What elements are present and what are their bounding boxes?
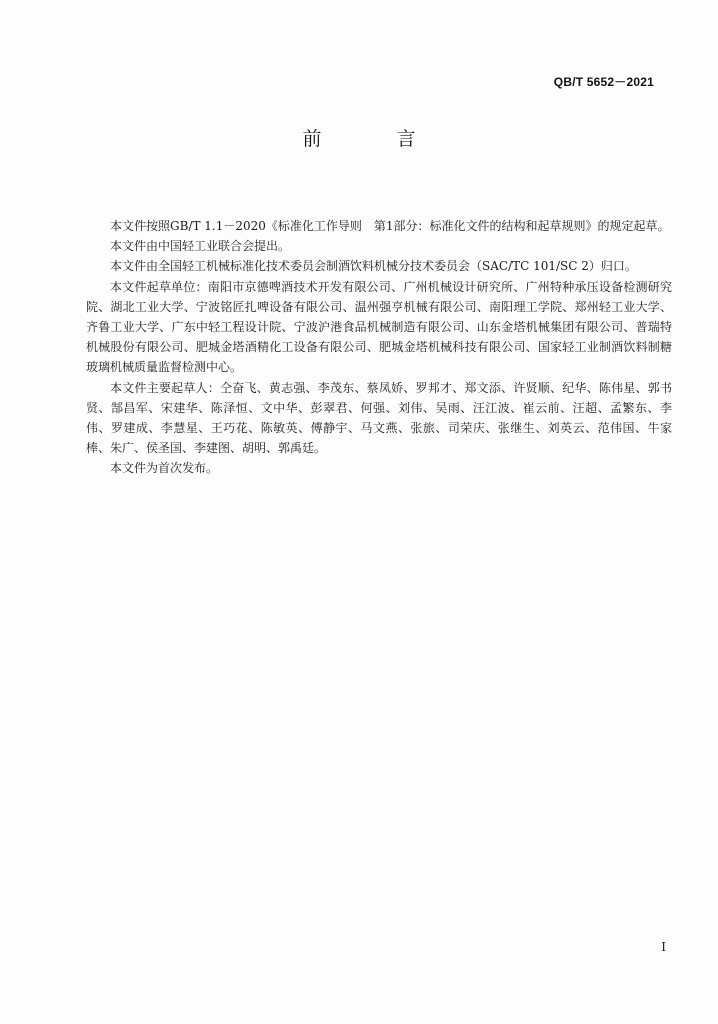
page-title: 前 言 [302, 128, 444, 150]
paragraph-drafters: 本文件主要起草人：仝奋飞、黄志强、李茂东、蔡凤娇、罗邦才、郑文添、许贤顺、纪华、陈伟星、郭书贤、郜昌军、宋建华、陈泽恒、文中华、彭翠君、何强、刘伟、吴雨、汪江波、崔云前、汪超、孟繁东、李伟、罗建成、李慧星、王巧花、陈敏英、傅静宇、马文燕、张旅、司荣庆、张继生、刘英云、范伟国、牛家棒、朱广、侯圣国、李建图、胡明、郭禹廷。 [86, 380, 672, 456]
foreword-body [86, 216, 672, 479]
standard-code: QB/T 5652－2021 [553, 75, 654, 89]
paragraph-first-release: 本文件为首次发布。 [110, 461, 219, 476]
paragraph-committee: 本文件由全国轻工机械标准化技术委员会制酒饮料机械分技术委员会（SAC/TC 101/SC 2）归口。 [110, 259, 637, 274]
paragraph-proposer: 本文件由中国轻工业联合会提出。 [110, 239, 291, 254]
page-number: I [661, 940, 666, 954]
paragraph-drafting-rules: 本文件按照GB/T 1.1－2020《标准化工作导则 第1部分：标准化文件的结构和起草规则》的规定起草。 [110, 219, 670, 233]
paragraph-drafting-units: 本文件起草单位：南阳市京德啤酒技术开发有限公司、广州机械设计研究所、广州特种承压设备检测研究院、湖北工业大学、宁波铭匠扎啤设备有限公司、温州强亨机械有限公司、南阳理工学院、郑州轻工业大学、齐鲁工业大学、广东中轻工程设计院、宁波沪港食品机械制造有限公司、山东金塔机械集团有限公司、普瑞特机械股份有限公司、肥城金塔酒精化工设备有限公司、肥城金塔机械科技有限公司、国家轻工业制酒饮料制糖玻璃机械质量监督检测中心。 [86, 279, 672, 375]
